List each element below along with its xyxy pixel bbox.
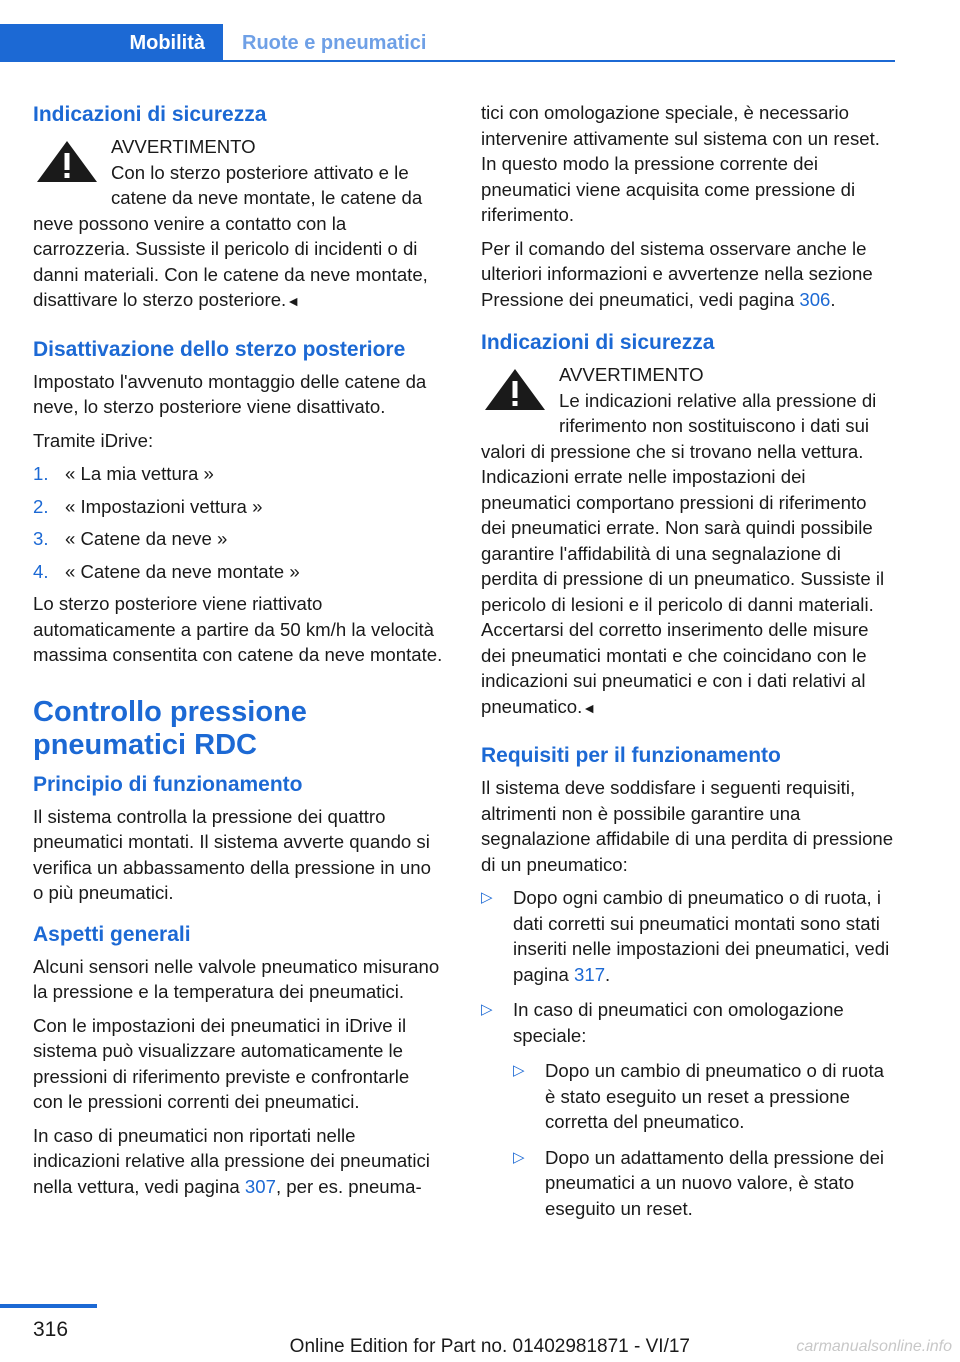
requirements-list — [481, 885, 896, 1221]
paragraph-idrive: Tramite iDrive: — [33, 429, 154, 451]
paragraph-text: , per es. pneuma- — [275, 1175, 422, 1197]
list-item — [33, 494, 443, 520]
list-item — [513, 1058, 896, 1135]
paragraph-general-1: Alcuni sensori nelle valvole pneumatico misurano la pressione e la temperatura dei pneumatici. — [33, 955, 440, 1002]
left-column — [33, 100, 443, 1207]
list-item — [33, 559, 443, 585]
step-text: « Impostazioni vettura » — [65, 495, 263, 517]
page-number: 316 — [33, 1318, 69, 1341]
right-column — [481, 100, 896, 1231]
triangle-bullet-icon: ▷ — [513, 1148, 525, 1166]
chapter-heading-rdc: Controllo pressione pneumatici RDC — [33, 695, 307, 761]
step-text: « Catene da neve montate » — [65, 560, 300, 582]
heading-general: Aspetti generali — [33, 922, 191, 946]
end-mark: ◄ — [582, 699, 597, 716]
list-item-text: Dopo un cambio di pneumatico o di ruota è stato eseguito un reset a pressione corretta del pneumatico. — [545, 1060, 885, 1132]
step-number: 4. — [33, 560, 49, 582]
warning-box-right — [481, 362, 896, 721]
heading-deactivate: Disattivazione dello sterzo posteriore — [33, 337, 406, 361]
paragraph-continued: tici con omologazione speciale, è necessario intervenire attivamente sul sistema con un reset. In questo modo la pressione corrente dei pneumatici viene acquisita come pressione di riferimento. — [481, 102, 880, 225]
warning-text: Con lo sterzo posteriore attivato e le catene da neve montate, le catene da neve possono venire a contatto con la carrozzeria. Sussiste il pericolo di incidenti o di danni materiali. Con le catene da neve montate, disattivare lo sterzo posteriore. — [33, 161, 428, 310]
step-number: 2. — [33, 495, 49, 517]
warning-triangle-icon — [481, 366, 549, 412]
paragraph-text: Per il comando del sistema osservare anche le ulteriori informazioni e avvertenze nella sezione Pressione dei pneumatici, vedi pagina — [481, 237, 873, 310]
paragraph-general-3 — [33, 1123, 443, 1200]
page-link-307[interactable]: 307 — [244, 1175, 276, 1197]
warning-box-left — [33, 134, 443, 315]
step-text: « Catene da neve » — [65, 528, 228, 549]
header-bar — [0, 24, 895, 62]
list-item — [33, 526, 443, 552]
chapter-tab: Mobilità — [0, 24, 223, 62]
paragraph-deactivate: Impostato l'avvenuto montaggio delle catene da neve, lo sterzo posteriore viene disattivato. — [33, 370, 427, 417]
step-text: « La mia vettura » — [65, 463, 214, 484]
list-item — [481, 885, 896, 987]
paragraph-principle: Il sistema controlla la pressione dei quattro pneumatici montati. Il sistema avverte quando si verifica un abbassamento della pressione in uno o più pneumatici. — [33, 805, 431, 903]
list-item — [513, 1145, 896, 1222]
section-tab: Ruote e pneumatici — [242, 31, 427, 54]
list-item-text: . — [605, 963, 611, 985]
heading-safety-left: Indicazioni di sicurezza — [33, 103, 267, 126]
warning-triangle-icon — [33, 138, 101, 184]
paragraph-text: . — [830, 288, 836, 310]
page-link-317[interactable]: 317 — [574, 963, 606, 985]
sub-list — [513, 1058, 896, 1221]
triangle-bullet-icon: ▷ — [481, 1001, 493, 1018]
step-number: 1. — [33, 463, 49, 484]
warning-title: AVVERTIMENTO — [111, 136, 256, 157]
warning-text: Le indicazioni relative alla pressione di riferimento non sostituiscono i dati sui valori di pressione che si trovano nella vettura. Indicazioni errate nelle impostazioni dei pneumatici comportano pressioni di riferimento dei pneumatici errate. Non sarà quindi possibile garantire l'affidabilità di una segnalazione di perdita di pressione di un pneumatico. Sussiste il pericolo di lesioni e il pericolo di danni materiali. Accertarsi del corretto inserimento delle misure dei pneumatici montati e che coincidano con le indicazioni sui pneumatici e con i dati relativi al pneumatico. — [481, 389, 885, 717]
end-mark: ◄ — [286, 293, 301, 309]
list-item-text: Dopo ogni cambio di pneumatico o di ruota, i dati corretti sui pneumatici montati sono stati inseriti nelle impostazioni dei pneumatici, vedi pagina — [513, 887, 890, 985]
list-item-text: In caso di pneumatici con omologazione speciale: — [513, 999, 844, 1046]
paragraph-observe — [481, 236, 896, 313]
paragraph-requirements: Il sistema deve soddisfare i seguenti requisiti, altrimenti non è possibile garantire una segnalazione affidabile di una perdita di pressione di un pneumatico: — [481, 777, 894, 875]
heading-principle: Principio di funzionamento — [33, 772, 303, 796]
idrive-steps — [33, 461, 443, 584]
triangle-bullet-icon: ▷ — [481, 889, 493, 906]
paragraph-reactivate: Lo sterzo posteriore viene riattivato automaticamente a partire da 50 km/h la velocità massima consentita con catene da neve montate. — [33, 593, 443, 665]
list-item-text: Dopo un adattamento della pressione dei pneumatici a un nuovo valore, è stato eseguito un reset. — [545, 1146, 885, 1219]
warning-title: AVVERTIMENTO — [559, 364, 704, 385]
edition-note: Online Edition for Part no. 01402981871 - VI/17 — [289, 1336, 690, 1357]
heading-safety-right: Indicazioni di sicurezza — [481, 331, 715, 354]
watermark: carmanualsonline.info — [796, 1338, 952, 1355]
header-rule — [223, 60, 895, 62]
page-link-306[interactable]: 306 — [799, 288, 831, 310]
list-item — [33, 461, 443, 487]
paragraph-general-2: Con le impostazioni dei pneumatici in iDrive il sistema può visualizzare automaticamente le pressioni di riferimento previste e confrontarle con le pressioni correnti dei pneumatici. — [33, 1014, 410, 1112]
footer-rule — [0, 1304, 97, 1308]
triangle-bullet-icon: ▷ — [513, 1062, 525, 1079]
list-item — [481, 997, 896, 1221]
paragraph-text: In caso di pneumatici non riportati nelle indicazioni relative alla pressione dei pneumatici nella vettura, vedi pagina — [33, 1124, 430, 1197]
step-number: 3. — [33, 528, 49, 549]
heading-requirements: Requisiti per il funzionamento — [481, 744, 781, 767]
